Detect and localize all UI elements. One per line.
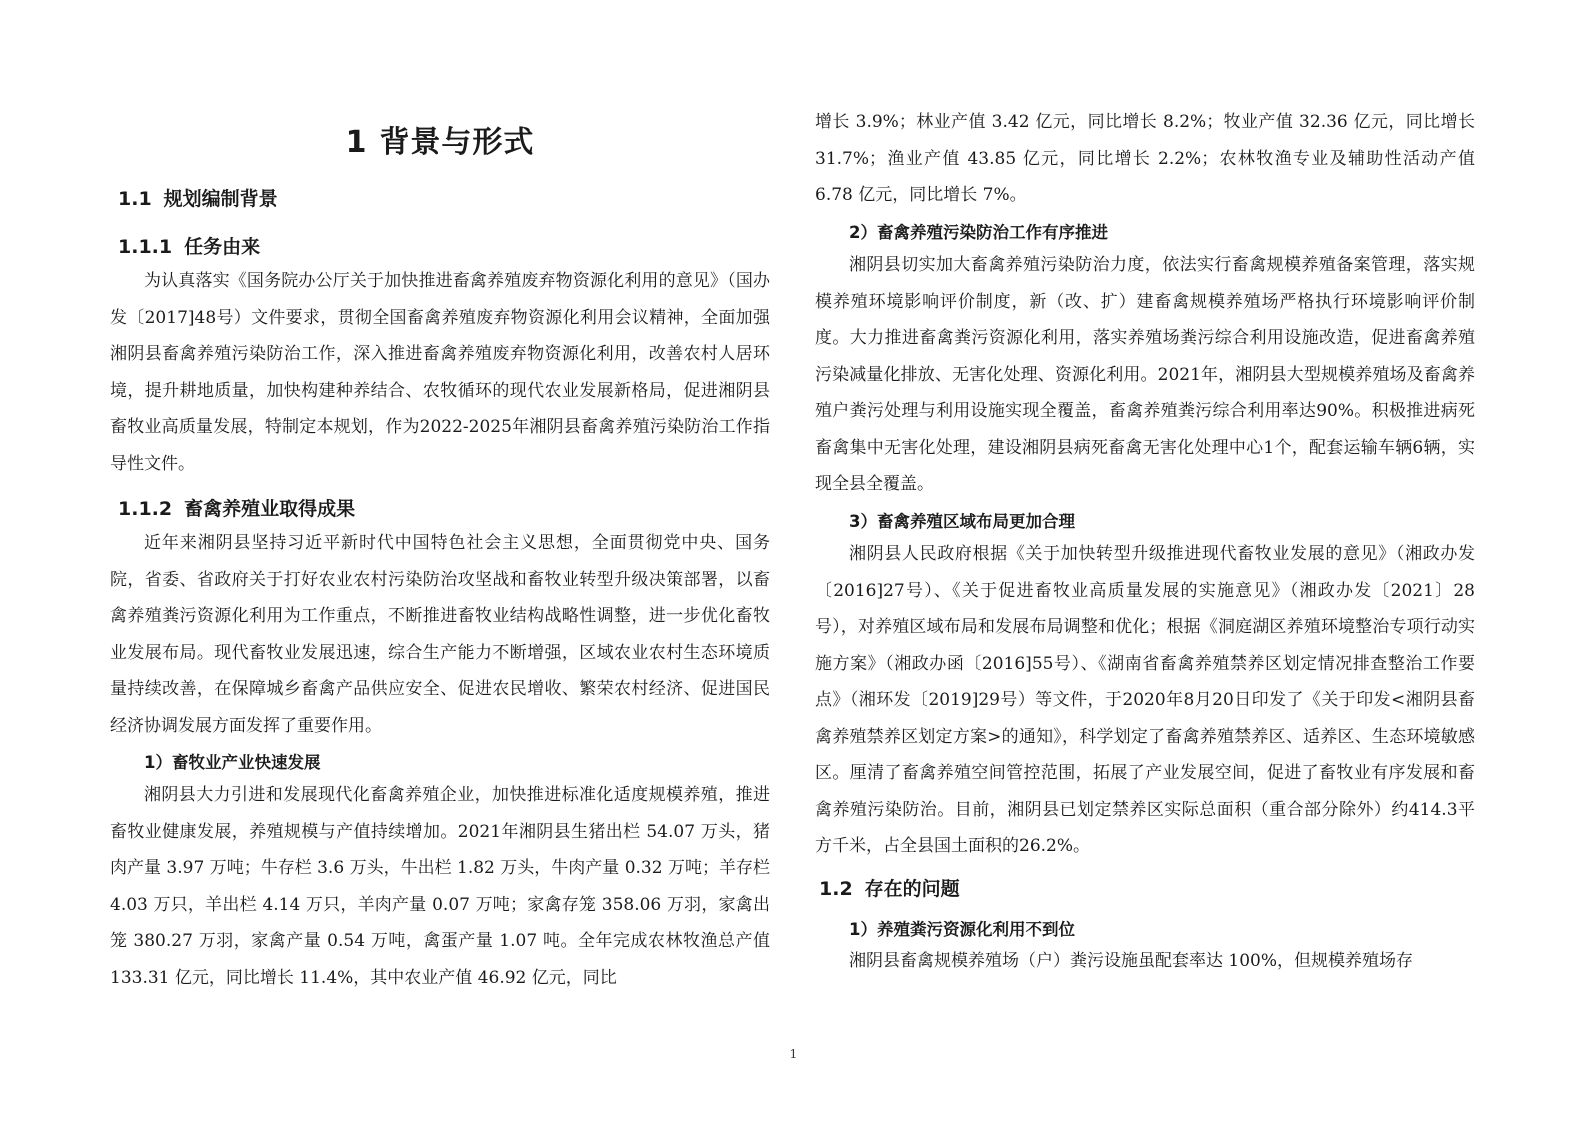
paragraph-achievements: 近年来湘阴县坚持习近平新时代中国特色社会主义思想，全面贯彻党中央、国务院，省委、省政府关于打好农业农村污染防治攻坚战和畜牧业转型升级决策部署，以畜禽养殖粪污资源化利用为工作重点，不断推进畜牧业结构战略性调整，进一步优化畜牧业发展布局。现代畜牧业发展迅速，综合生产能力不断增强，区域农业农村生态环境质量持续改善，在保障城乡畜禽产品供应安全、促进农民增收、繁荣农村经济、促进国民经济协调发展方面发挥了重要作用。 [110, 533, 770, 736]
section-heading-1-2 [819, 874, 960, 901]
section-heading-1-1-1 [118, 232, 260, 259]
subheading-regional-layout: 3）畜禽养殖区域布局更加合理 [849, 512, 1075, 531]
subheading-industry-growth: 1）畜牧业产业快速发展 [144, 753, 321, 772]
paragraph-industry-growth: 湘阴县大力引进和发展现代化畜禽养殖企业，加快推进标准化适度规模养殖，推进畜牧业健康发展，养殖规模与产值持续增加。2021年湘阴县生猪出栏 54.07 万头，猪肉产量 3.97 万吨；牛存栏 3.6 万头，牛出栏 1.82 万头，牛肉产量 0.32 万吨；羊存栏 4.03 万只，羊出栏 4.14 万只，羊肉产量 0.07 万吨；家禽存笼 358.06 万羽，家禽出笼 380.27 万羽，家禽产量 0.54 万吨，禽蛋产量 1.07 吨。全年完成农林牧渔总产值 133.31 亿元，同比增长 11.4%，其中农业产值 46.92 亿元，同比 [110, 785, 770, 988]
section-title: 任务由来 [184, 236, 261, 258]
section-title: 存在的问题 [864, 878, 960, 900]
chapter-title-text: 背景与形式 [379, 125, 535, 160]
paragraph-manure-utilization: 湘阴县畜禽规模养殖场（户）粪污设施虽配套率达 100%，但规模养殖场存 [849, 951, 1414, 971]
paragraph-task-origin: 为认真落实《国务院办公厅关于加快推进畜禽养殖废弃物资源化利用的意见》（国办发〔2017]48号）文件要求，贯彻全国畜禽养殖废弃物资源化利用会议精神，全面加强湘阴县畜禽养殖污染防治工作，深入推进畜禽养殖废弃物资源化利用，改善农村人居环境，提升耕地质量，加快构建种养结合、农牧循环的现代农业发展新格局，促进湘阴县畜牧业高质量发展，特制定本规划，作为2022-2025年湘阴县畜禽养殖污染防治工作指导性文件。 [110, 271, 770, 474]
paragraph-regional-layout: 湘阴县人民政府根据《关于加快转型升级推进现代畜牧业发展的意见》（湘政办发〔2016]27号）、《关于促进畜牧业高质量发展的实施意见》（湘政办发〔2021〕28号），对养殖区域布局和发展布局调整和优化；根据《洞庭湖区养殖环境整治专项行动实施方案》（湘政办函〔2016]55号）、《湖南省畜禽养殖禁养区划定情况排查整治工作要点》（湘环发〔2019]29号）等文件，于2020年8月20日印发了《关于印发<湘阴县畜禽养殖禁养区划定方案>的通知》，科学划定了畜禽养殖禁养区、适养区、生态环境敏感区。厘清了畜禽养殖空间管控范围，拓展了产业发展空间，促进了畜牧业有序发展和畜禽养殖污染防治。目前，湘阴县已划定禁养区实际总面积（重合部分除外）约414.3平方千米，占全县国土面积的26.2%。 [815, 544, 1475, 856]
section-title: 规划编制背景 [163, 188, 278, 210]
paragraph-pollution-control: 湘阴县切实加大畜禽养殖污染防治力度，依法实行畜禽规模养殖备案管理，落实规模养殖环境影响评价制度，新（改、扩）建畜禽规模养殖场严格执行环境影响评价制度。大力推进畜禽粪污资源化利用，落实养殖场粪污综合利用设施改造，促进畜禽养殖污染减量化排放、无害化处理、资源化利用。2021年，湘阴县大型规模养殖场及畜禽养殖户粪污处理与利用设施实现全覆盖，畜禽养殖粪污综合利用率达90%。积极推进病死畜禽集中无害化处理，建设湘阴县病死畜禽无害化处理中心1个，配套运输车辆6辆，实现全县全覆盖。 [815, 255, 1475, 494]
chapter-number: 1 [345, 125, 368, 160]
page-number: 1 [789, 1047, 798, 1061]
section-heading-1-1-2 [118, 494, 355, 521]
section-number: 1.1 [118, 188, 152, 210]
section-number: 1.2 [819, 878, 853, 900]
subheading-pollution-control: 2）畜禽养殖污染防治工作有序推进 [849, 223, 1108, 242]
paragraph-industry-growth-cont: 增长 3.9%；林业产值 3.42 亿元，同比增长 8.2%；牧业产值 32.36 亿元，同比增长 31.7%；渔业产值 43.85 亿元，同比增长 2.2%；农林牧渔专业及辅助性活动产值 6.78 亿元，同比增长 7%。 [815, 112, 1475, 205]
section-title: 畜禽养殖业取得成果 [184, 498, 356, 520]
section-number: 1.1.2 [118, 498, 173, 520]
chapter-title [110, 117, 770, 161]
section-number: 1.1.1 [118, 236, 173, 258]
section-heading-1-1 [118, 184, 278, 211]
subheading-manure-utilization: 1）养殖粪污资源化利用不到位 [849, 920, 1075, 939]
